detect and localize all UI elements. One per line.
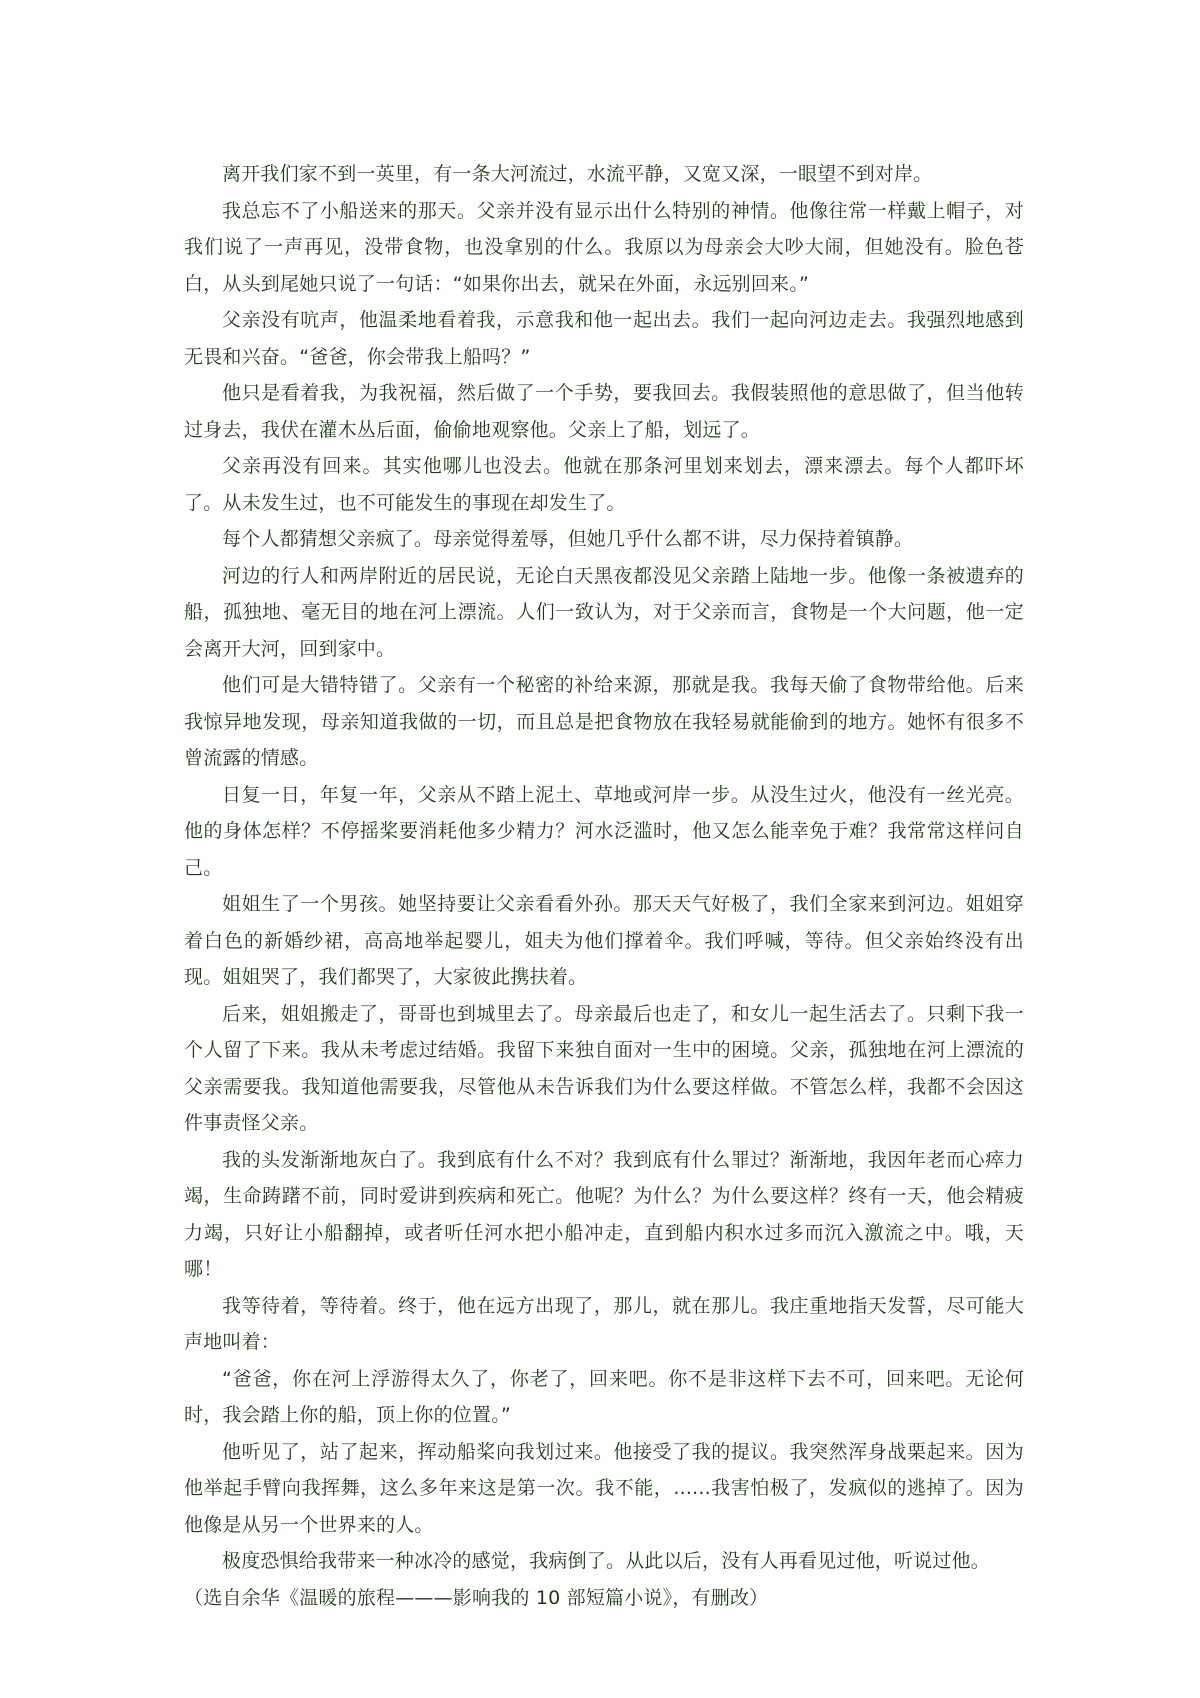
paragraph: 后来，姐姐搬走了，哥哥也到城里去了。母亲最后也走了，和女儿一起生活去了。只剩下我一个人留了下来。我从未考虑过结婚。我留下来独自面对一生中的困境。父亲，孤独地在河上漂流的父亲需要我。我知道他需要我，尽管他从未告诉我们为什么要这样做。不管怎么样，我都不会因这件事责怪父亲。 bbox=[184, 1002, 1024, 1134]
paragraph: 我等待着，等待着。终于，他在远方出现了，那儿，就在那儿。我庄重地指天发誓，尽可能大声地叫着： bbox=[184, 1294, 1024, 1353]
paragraph: 我的头发渐渐地灰白了。我到底有什么不对？我到底有什么罪过？渐渐地，我因年老而心瘁力竭，生命踌躇不前，同时爱讲到疾病和死亡。他呢？为什么？为什么要这样？终有一天，他会精疲力竭，只好让小船翻掉，或者听任河水把小船冲走，直到船内积水过多而沉入激流之中。哦，天哪！ bbox=[184, 1148, 1024, 1280]
article-body bbox=[184, 156, 1024, 1616]
paragraph: “爸爸，你在河上浮游得太久了，你老了，回来吧。你不是非这样下去不可，回来吧。无论何时，我会踏上你的船，顶上你的位置。” bbox=[184, 1367, 1024, 1426]
paragraph: 每个人都猜想父亲疯了。母亲觉得羞辱，但她几乎什么都不讲，尽力保持着镇静。 bbox=[222, 528, 914, 550]
source-citation: （选自余华《温暖的旅程———影响我的 10 部短篇小说》，有删改） bbox=[184, 1586, 769, 1609]
paragraph: 我总忘不了小船送来的那天。父亲并没有显示出什么特别的神情。他像往常一样戴上帽子，对我们说了一声再见，没带食物，也没拿别的什么。我原以为母亲会大吵大闹，但她没有。脸色苍白，从头到尾她只说了一句话：“如果你出去，就呆在外面，永远别回来。” bbox=[184, 199, 1024, 295]
paragraph: 姐姐生了一个男孩。她坚持要让父亲看看外孙。那天天气好极了，我们全家来到河边。姐姐穿着白色的新婚纱裙，高高地举起婴儿，姐夫为他们撑着伞。我们呼喊，等待。但父亲始终没有出现。姐姐哭了，我们都哭了，大家彼此携扶着。 bbox=[184, 893, 1024, 988]
paragraph: 他听见了，站了起来，挥动船桨向我划过来。他接受了我的提议。我突然浑身战栗起来。因为他举起手臂向我挥舞，这么多年来这是第一次。我不能，......我害怕极了，发疯似的逃掉了。因为他像是从另一个世界来的人。 bbox=[184, 1440, 1024, 1536]
paragraph: 他只是看着我，为我祝福，然后做了一个手势，要我回去。我假装照他的意思做了，但当他转过身去，我伏在灌木丛后面，偷偷地观察他。父亲上了船，划远了。 bbox=[184, 382, 1024, 441]
paragraph: 父亲再没有回来。其实他哪儿也没去。他就在那条河里划来划去，漂来漂去。每个人都吓坏了。从未发生过，也不可能发生的事现在却发生了。 bbox=[184, 455, 1024, 514]
paragraph: 极度恐惧给我带来一种冰冷的感觉，我病倒了。从此以后，没有人再看见过他，听说过他。 bbox=[222, 1550, 991, 1572]
paragraph: 河边的行人和两岸附近的居民说，无论白天黑夜都没见父亲踏上陆地一步。他像一条被遗弃的船，孤独地、毫无目的地在河上漂流。人们一致认为，对于父亲而言，食物是一个大问题，他一定会离开大河，回到家中。 bbox=[184, 564, 1024, 660]
paragraph: 他们可是大错特错了。父亲有一个秘密的补给来源，那就是我。我每天偷了食物带给他。后来我惊异地发现，母亲知道我做的一切，而且总是把食物放在我轻易就能偷到的地方。她怀有很多不曾流露的情感。 bbox=[184, 674, 1024, 769]
paragraph: 日复一日，年复一年，父亲从不踏上泥土、草地或河岸一步。从没生过火，他没有一丝光亮。他的身体怎样？不停摇桨要消耗他多少精力？河水泛滥时，他又怎么能幸免于难？我常常这样问自己。 bbox=[184, 783, 1024, 879]
paragraph: 离开我们家不到一英里，有一条大河流过，水流平静，又宽又深，一眼望不到对岸。 bbox=[222, 163, 933, 185]
paragraph: 父亲没有吭声，他温柔地看着我，示意我和他一起出去。我们一起向河边走去。我强烈地感到无畏和兴奋。“爸爸，你会带我上船吗？” bbox=[184, 309, 1024, 368]
